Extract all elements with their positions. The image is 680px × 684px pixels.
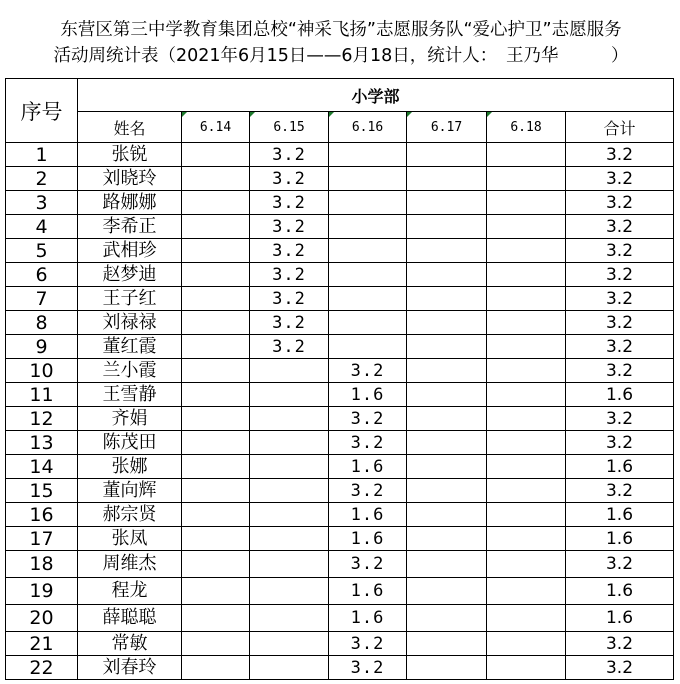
name-cell[interactable]: 郝宗贤 xyxy=(78,503,182,527)
hours-cell[interactable] xyxy=(407,167,487,191)
total-cell[interactable]: 3.2 xyxy=(566,311,674,335)
hours-cell[interactable] xyxy=(250,359,329,383)
hours-cell[interactable] xyxy=(182,656,250,680)
hours-cell[interactable] xyxy=(487,407,566,431)
hours-cell[interactable] xyxy=(182,503,250,527)
name-cell[interactable]: 张凤 xyxy=(78,527,182,551)
name-header[interactable]: 姓名 xyxy=(78,112,182,143)
hours-cell[interactable] xyxy=(407,431,487,455)
hours-cell[interactable] xyxy=(407,578,487,605)
hours-cell[interactable] xyxy=(182,311,250,335)
index-cell[interactable]: 8 xyxy=(6,311,78,335)
hours-cell[interactable] xyxy=(487,431,566,455)
hours-cell[interactable] xyxy=(487,239,566,263)
total-cell[interactable]: 3.2 xyxy=(566,239,674,263)
name-cell[interactable]: 路娜娜 xyxy=(78,191,182,215)
index-cell[interactable]: 13 xyxy=(6,431,78,455)
hours-cell[interactable] xyxy=(487,311,566,335)
hours-cell[interactable] xyxy=(407,263,487,287)
name-cell[interactable]: 常敏 xyxy=(78,632,182,656)
hours-cell[interactable] xyxy=(487,578,566,605)
index-cell[interactable]: 6 xyxy=(6,263,78,287)
total-cell[interactable]: 3.2 xyxy=(566,167,674,191)
index-cell[interactable]: 5 xyxy=(6,239,78,263)
hours-cell[interactable] xyxy=(250,479,329,503)
date-header[interactable]: 6.16 xyxy=(329,112,407,143)
name-cell[interactable]: 董红霞 xyxy=(78,335,182,359)
hours-cell[interactable] xyxy=(487,359,566,383)
table-row xyxy=(6,479,674,503)
hours-cell[interactable] xyxy=(329,311,407,335)
hours-cell[interactable]: 3.2 xyxy=(329,656,407,680)
hours-cell[interactable]: 3.2 xyxy=(250,143,329,167)
hours-cell[interactable]: 3.2 xyxy=(250,287,329,311)
index-cell[interactable]: 21 xyxy=(6,632,78,656)
table-row xyxy=(6,191,674,215)
total-cell[interactable]: 3.2 xyxy=(566,551,674,578)
hours-cell[interactable] xyxy=(250,455,329,479)
name-cell[interactable]: 陈茂田 xyxy=(78,431,182,455)
hours-cell[interactable] xyxy=(407,503,487,527)
hours-cell[interactable] xyxy=(487,335,566,359)
total-cell[interactable]: 3.2 xyxy=(566,632,674,656)
date-header[interactable]: 6.14 xyxy=(182,112,250,143)
hours-cell[interactable]: 3.2 xyxy=(329,632,407,656)
hours-cell[interactable] xyxy=(407,605,487,632)
total-cell[interactable]: 1.6 xyxy=(566,527,674,551)
name-cell[interactable]: 刘春玲 xyxy=(78,656,182,680)
hours-cell[interactable] xyxy=(250,605,329,632)
table-row xyxy=(6,503,674,527)
hours-cell[interactable] xyxy=(182,215,250,239)
hours-cell[interactable]: 1.6 xyxy=(329,578,407,605)
index-cell[interactable]: 16 xyxy=(6,503,78,527)
index-cell[interactable]: 10 xyxy=(6,359,78,383)
hours-cell[interactable] xyxy=(182,431,250,455)
hours-cell[interactable] xyxy=(407,551,487,578)
hours-cell[interactable]: 3.2 xyxy=(329,407,407,431)
index-header[interactable]: 序号 xyxy=(6,79,78,143)
name-cell[interactable]: 王雪静 xyxy=(78,383,182,407)
index-cell[interactable]: 17 xyxy=(6,527,78,551)
comment-marker-icon xyxy=(182,112,187,117)
name-cell[interactable]: 张娜 xyxy=(78,455,182,479)
index-cell[interactable]: 9 xyxy=(6,335,78,359)
hours-cell[interactable]: 3.2 xyxy=(329,551,407,578)
hours-cell[interactable] xyxy=(182,263,250,287)
table-row xyxy=(6,215,674,239)
hours-cell[interactable] xyxy=(182,359,250,383)
index-cell[interactable]: 15 xyxy=(6,479,78,503)
hours-cell[interactable] xyxy=(250,551,329,578)
name-cell[interactable]: 武相珍 xyxy=(78,239,182,263)
hours-cell[interactable] xyxy=(250,431,329,455)
table-row xyxy=(6,263,674,287)
hours-cell[interactable] xyxy=(407,656,487,680)
hours-cell[interactable]: 3.2 xyxy=(250,167,329,191)
dept-header[interactable]: 小学部 xyxy=(78,79,674,112)
hours-cell[interactable] xyxy=(329,191,407,215)
table-row xyxy=(6,311,674,335)
hours-cell[interactable] xyxy=(329,335,407,359)
name-cell[interactable]: 董向辉 xyxy=(78,479,182,503)
title-line-1: 东营区第三中学教育集团总校“神采飞扬”志愿服务队“爱心护卫”志愿服务 xyxy=(60,20,622,40)
index-cell[interactable]: 18 xyxy=(6,551,78,578)
hours-cell[interactable] xyxy=(407,215,487,239)
stats-table xyxy=(5,78,674,680)
total-cell[interactable]: 1.6 xyxy=(566,605,674,632)
name-cell[interactable]: 刘禄禄 xyxy=(78,311,182,335)
hours-cell[interactable]: 1.6 xyxy=(329,455,407,479)
total-cell[interactable]: 3.2 xyxy=(566,335,674,359)
hours-cell[interactable] xyxy=(407,455,487,479)
hours-cell[interactable]: 3.2 xyxy=(250,239,329,263)
total-cell[interactable]: 3.2 xyxy=(566,431,674,455)
index-cell[interactable]: 7 xyxy=(6,287,78,311)
table-row xyxy=(6,527,674,551)
index-cell[interactable]: 3 xyxy=(6,191,78,215)
hours-cell[interactable] xyxy=(329,167,407,191)
index-cell[interactable]: 22 xyxy=(6,656,78,680)
hours-cell[interactable] xyxy=(407,143,487,167)
date-header[interactable]: 6.18 xyxy=(487,112,566,143)
index-cell[interactable]: 2 xyxy=(6,167,78,191)
hours-cell[interactable] xyxy=(182,527,250,551)
hours-cell[interactable]: 3.2 xyxy=(250,215,329,239)
hours-cell[interactable] xyxy=(182,191,250,215)
total-cell[interactable]: 3.2 xyxy=(566,143,674,167)
hours-cell[interactable] xyxy=(487,287,566,311)
total-cell[interactable]: 1.6 xyxy=(566,383,674,407)
total-cell[interactable]: 3.2 xyxy=(566,479,674,503)
hours-cell[interactable]: 3.2 xyxy=(329,479,407,503)
hours-cell[interactable] xyxy=(487,191,566,215)
total-cell[interactable]: 1.6 xyxy=(566,455,674,479)
hours-cell[interactable] xyxy=(182,605,250,632)
name-cell[interactable]: 王子红 xyxy=(78,287,182,311)
name-cell[interactable]: 程龙 xyxy=(78,578,182,605)
hours-cell[interactable] xyxy=(250,527,329,551)
hours-cell[interactable] xyxy=(407,287,487,311)
total-cell[interactable]: 3.2 xyxy=(566,263,674,287)
hours-cell[interactable] xyxy=(487,551,566,578)
hours-cell[interactable] xyxy=(407,359,487,383)
index-cell[interactable]: 4 xyxy=(6,215,78,239)
hours-cell[interactable] xyxy=(250,383,329,407)
table-row xyxy=(6,287,674,311)
hours-cell[interactable] xyxy=(250,407,329,431)
hours-cell[interactable]: 1.6 xyxy=(329,503,407,527)
hours-cell[interactable] xyxy=(329,287,407,311)
hours-cell[interactable] xyxy=(407,407,487,431)
hours-cell[interactable] xyxy=(487,479,566,503)
hours-cell[interactable] xyxy=(182,479,250,503)
total-cell[interactable]: 3.2 xyxy=(566,656,674,680)
total-cell[interactable]: 3.2 xyxy=(566,359,674,383)
hours-cell[interactable] xyxy=(182,335,250,359)
comment-marker-icon xyxy=(250,112,255,117)
name-cell[interactable]: 齐娟 xyxy=(78,407,182,431)
total-cell[interactable]: 3.2 xyxy=(566,191,674,215)
table-row xyxy=(6,239,674,263)
hours-cell[interactable]: 1.6 xyxy=(329,383,407,407)
table-row xyxy=(6,605,674,632)
hours-cell[interactable] xyxy=(182,407,250,431)
name-cell[interactable]: 刘晓玲 xyxy=(78,167,182,191)
hours-cell[interactable] xyxy=(182,578,250,605)
hours-cell[interactable]: 3.2 xyxy=(250,335,329,359)
sheet-title xyxy=(6,4,676,78)
total-cell[interactable]: 3.2 xyxy=(566,287,674,311)
table-row xyxy=(6,359,674,383)
date-header[interactable]: 6.17 xyxy=(407,112,487,143)
table-row xyxy=(6,632,674,656)
comment-marker-icon xyxy=(329,112,334,117)
date-header[interactable]: 6.15 xyxy=(250,112,329,143)
table-row xyxy=(6,455,674,479)
hours-cell[interactable] xyxy=(407,527,487,551)
hours-cell[interactable] xyxy=(329,263,407,287)
total-cell[interactable]: 1.6 xyxy=(566,578,674,605)
table-row xyxy=(6,656,674,680)
hours-cell[interactable] xyxy=(487,605,566,632)
hours-cell[interactable] xyxy=(182,143,250,167)
hours-cell[interactable]: 3.2 xyxy=(329,431,407,455)
hours-cell[interactable] xyxy=(407,383,487,407)
name-cell[interactable]: 张锐 xyxy=(78,143,182,167)
index-cell[interactable]: 1 xyxy=(6,143,78,167)
total-cell[interactable]: 3.2 xyxy=(566,215,674,239)
name-cell[interactable]: 周维杰 xyxy=(78,551,182,578)
hours-cell[interactable]: 3.2 xyxy=(329,359,407,383)
name-cell[interactable]: 赵梦迪 xyxy=(78,263,182,287)
table-row xyxy=(6,551,674,578)
comment-marker-icon xyxy=(407,112,412,117)
hours-cell[interactable] xyxy=(487,167,566,191)
total-header[interactable]: 合计 xyxy=(566,112,674,143)
total-cell[interactable]: 1.6 xyxy=(566,503,674,527)
hours-cell[interactable] xyxy=(182,239,250,263)
hours-cell[interactable] xyxy=(487,632,566,656)
index-cell[interactable]: 14 xyxy=(6,455,78,479)
title-line-2: 活动周统计表（2021年6月15日——6月18日，统计人： 王乃华 ） xyxy=(53,46,629,66)
table-row xyxy=(6,578,674,605)
hours-cell[interactable] xyxy=(407,239,487,263)
hours-cell[interactable] xyxy=(407,311,487,335)
hours-cell[interactable] xyxy=(329,143,407,167)
hours-cell[interactable] xyxy=(182,551,250,578)
hours-cell[interactable] xyxy=(487,215,566,239)
hours-cell[interactable] xyxy=(182,455,250,479)
index-cell[interactable]: 11 xyxy=(6,383,78,407)
hours-cell[interactable] xyxy=(487,455,566,479)
hours-cell[interactable] xyxy=(182,632,250,656)
hours-cell[interactable] xyxy=(407,632,487,656)
hours-cell[interactable] xyxy=(407,335,487,359)
hours-cell[interactable] xyxy=(487,263,566,287)
table-row xyxy=(6,407,674,431)
name-cell[interactable]: 兰小霞 xyxy=(78,359,182,383)
hours-cell[interactable] xyxy=(407,479,487,503)
name-cell[interactable]: 薛聪聪 xyxy=(78,605,182,632)
hours-cell[interactable] xyxy=(182,167,250,191)
hours-cell[interactable]: 3.2 xyxy=(250,311,329,335)
hours-cell[interactable]: 1.6 xyxy=(329,527,407,551)
hours-cell[interactable] xyxy=(407,191,487,215)
index-cell[interactable]: 20 xyxy=(6,605,78,632)
table-row xyxy=(6,167,674,191)
hours-cell[interactable] xyxy=(329,239,407,263)
hours-cell[interactable] xyxy=(182,383,250,407)
hours-cell[interactable]: 3.2 xyxy=(250,191,329,215)
hours-cell[interactable] xyxy=(487,656,566,680)
table-body xyxy=(6,143,674,680)
hours-cell[interactable] xyxy=(182,287,250,311)
hours-cell[interactable] xyxy=(487,527,566,551)
hours-cell[interactable] xyxy=(487,143,566,167)
total-cell[interactable]: 3.2 xyxy=(566,407,674,431)
table-row xyxy=(6,335,674,359)
hours-cell[interactable]: 1.6 xyxy=(329,605,407,632)
hours-cell[interactable] xyxy=(250,503,329,527)
name-cell[interactable]: 李希正 xyxy=(78,215,182,239)
table-row xyxy=(6,143,674,167)
hours-cell[interactable]: 3.2 xyxy=(250,263,329,287)
comment-marker-icon xyxy=(487,112,492,117)
hours-cell[interactable] xyxy=(250,632,329,656)
table-row xyxy=(6,383,674,407)
table-row xyxy=(6,431,674,455)
hours-cell[interactable] xyxy=(329,215,407,239)
hours-cell[interactable] xyxy=(250,656,329,680)
index-cell[interactable]: 19 xyxy=(6,578,78,605)
hours-cell[interactable] xyxy=(487,383,566,407)
hours-cell[interactable] xyxy=(250,578,329,605)
index-cell[interactable]: 12 xyxy=(6,407,78,431)
hours-cell[interactable] xyxy=(487,503,566,527)
